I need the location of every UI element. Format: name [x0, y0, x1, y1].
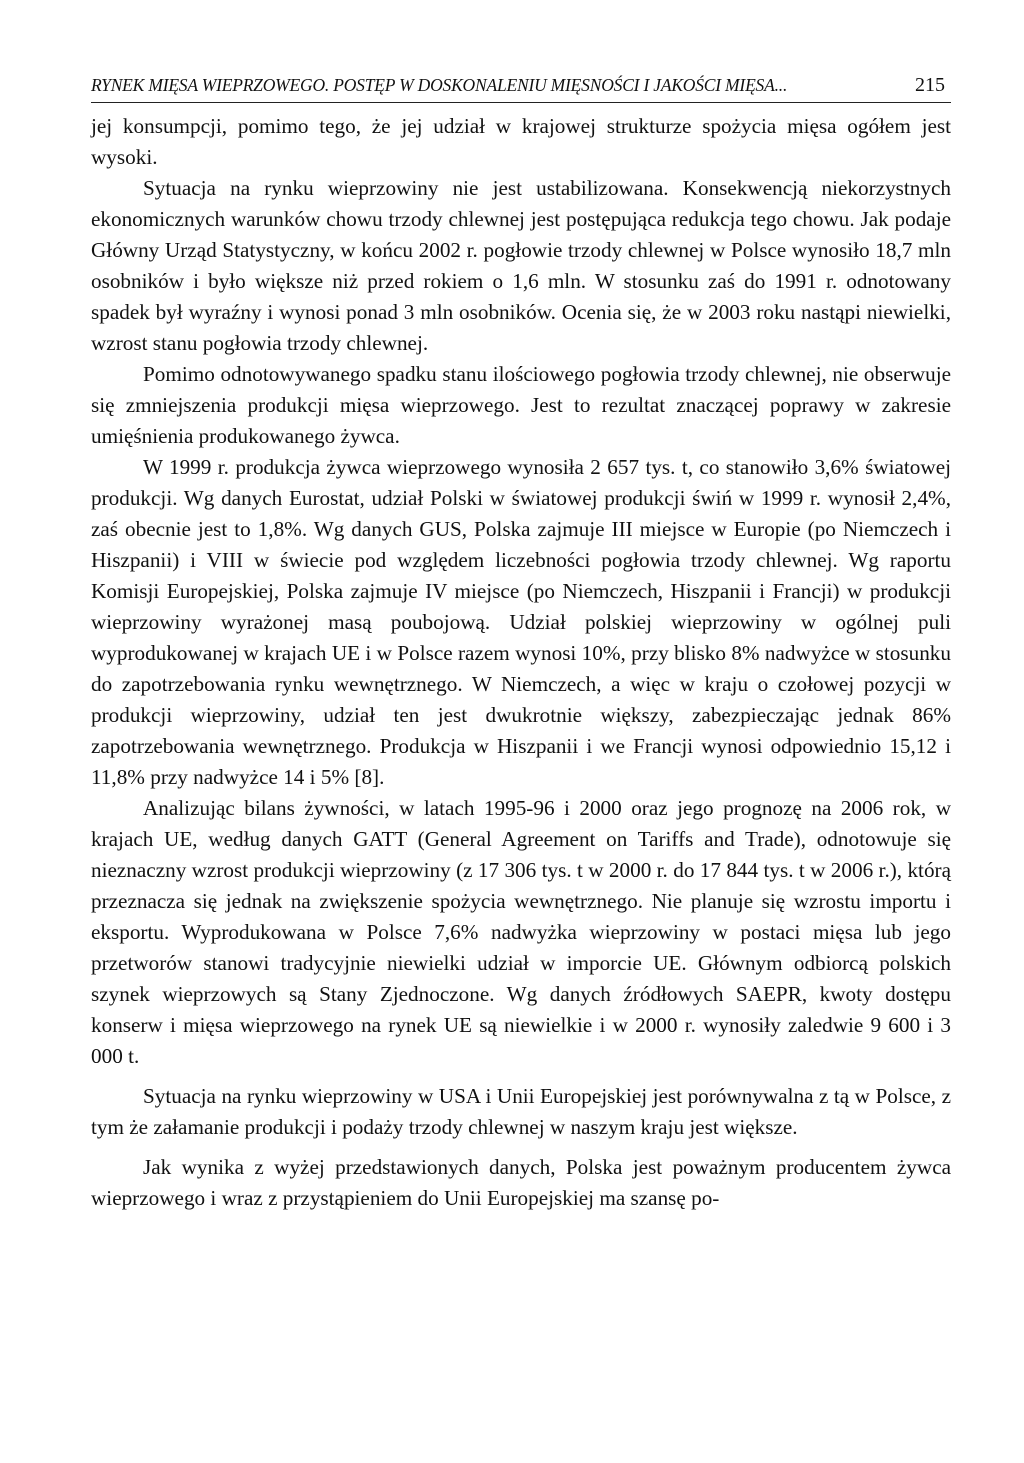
- body-text: [91, 111, 951, 1214]
- paragraph-production-quality: Pomimo odnotowywanego spadku stanu ilościowego pogłowia trzody chlewnej, nie obserwuje się zmniejszenia produkcji mięsa wieprzowego. Jest to rezultat znaczącej poprawy w zakresie umięśnienia produkowanego żywca.: [91, 362, 951, 448]
- running-title: RYNEK MIĘSA WIEPRZOWEGO. POSTĘP W DOSKONALENIU MIĘSNOŚCI I JAKOŚCI MIĘSA...: [91, 75, 788, 95]
- document-page: [91, 74, 951, 1214]
- paragraph-production-1999: W 1999 r. produkcja żywca wieprzowego wynosiła 2 657 tys. t, co stanowiło 3,6% światowej produkcji. Wg danych Eurostat, udział Polski w światowej produkcji świń w 1999 r. wynosił 2,4%, zaś obecnie jest to 1,8%. Wg danych GUS, Polska zajmuje III miejsce w Europie (po Niemczech i Hiszpanii) i VIII w świecie pod względem liczebności pogłowia trzody chlewnej. Wg raportu Komisji Europejskiej, Polska zajmuje IV miejsce (po Niemczech, Hiszpanii i Francji) w produkcji wieprzowiny wyrażonej masą poubojową. Udział polskiej wieprzowiny w ogólnej puli wyprodukowanej w krajach UE i w Polsce razem wynosi 10%, przy blisko 8% nadwyżce w stosunku do zapotrzebowania rynku wewnętrznego. W Niemczech, a więc w kraju o czołowej pozycji w produkcji wieprzowiny, udział ten jest dwukrotnie większy, zabezpieczając jednak 86% zapotrzebowania wewnętrznego. Produkcja w Hiszpanii i we Francji wynosi odpowiednio 15,12 i 11,8% przy nadwyżce 14 i 5% [8].: [91, 455, 951, 789]
- paragraph-continuation: jej konsumpcji, pomimo tego, że jej udział w krajowej strukturze spożycia mięsa ogółem jest wysoki.: [91, 114, 951, 169]
- paragraph-market-situation: Sytuacja na rynku wieprzowiny nie jest ustabilizowana. Konsekwencją niekorzystnych ekonomicznych warunków chowu trzody chlewnej jest postępująca redukcja tego chowu. Jak podaje Główny Urząd Statystyczny, w końcu 2002 r. pogłowie trzody chlewnej w Polsce wynosiło 18,7 mln osobników i było większe niż przed rokiem o 1,6 mln. W stosunku zaś do 1991 r. odnotowany spadek był wyraźny i wynosi ponad 3 mln osobników. Ocenia się, że w 2003 roku nastąpi niewielki, wzrost stanu pogłowia trzody chlewnej.: [91, 176, 951, 355]
- paragraph-food-balance: Analizując bilans żywności, w latach 1995-96 i 2000 oraz jego prognozę na 2006 rok, w krajach UE, według danych GATT (General Agreement on Tariffs and Trade), odnotowuje się nieznaczny wzrost produkcji wieprzowiny (z 17 306 tys. t w 2000 r. do 17 844 tys. t w 2006 r.), którą przeznacza się jednak na zwiększenie spożycia wewnętrznego. Nie planuje się wzrostu importu i eksportu. Wyprodukowana w Polsce 7,6% nadwyżka wieprzowiny w postaci mięsa lub jego przetworów stanowi tradycyjnie niewielki udział w imporcie UE. Głównym odbiorcą polskich szynek wieprzowych są Stany Zjednoczone. Wg danych źródłowych SAEPR, kwoty dostępu konserw i mięsa wieprzowego na rynek UE są niewielkie i w 2000 r. wynosiły zaledwie 9 600 i 3 000 t.: [91, 796, 951, 1068]
- page-number: 215: [915, 74, 945, 96]
- paragraph-usa-eu: Sytuacja na rynku wieprzowiny w USA i Unii Europejskiej jest porównywalna z tą w Polsce, z tym że załamanie produkcji i podaży trzody chlewnej w naszym kraju jest większe.: [91, 1084, 951, 1139]
- paragraph-conclusion: Jak wynika z wyżej przedstawionych danych, Polska jest poważnym producentem żywca wieprzowego i wraz z przystąpieniem do Unii Europejskiej ma szansę po-: [91, 1155, 951, 1210]
- running-header: [91, 74, 951, 103]
